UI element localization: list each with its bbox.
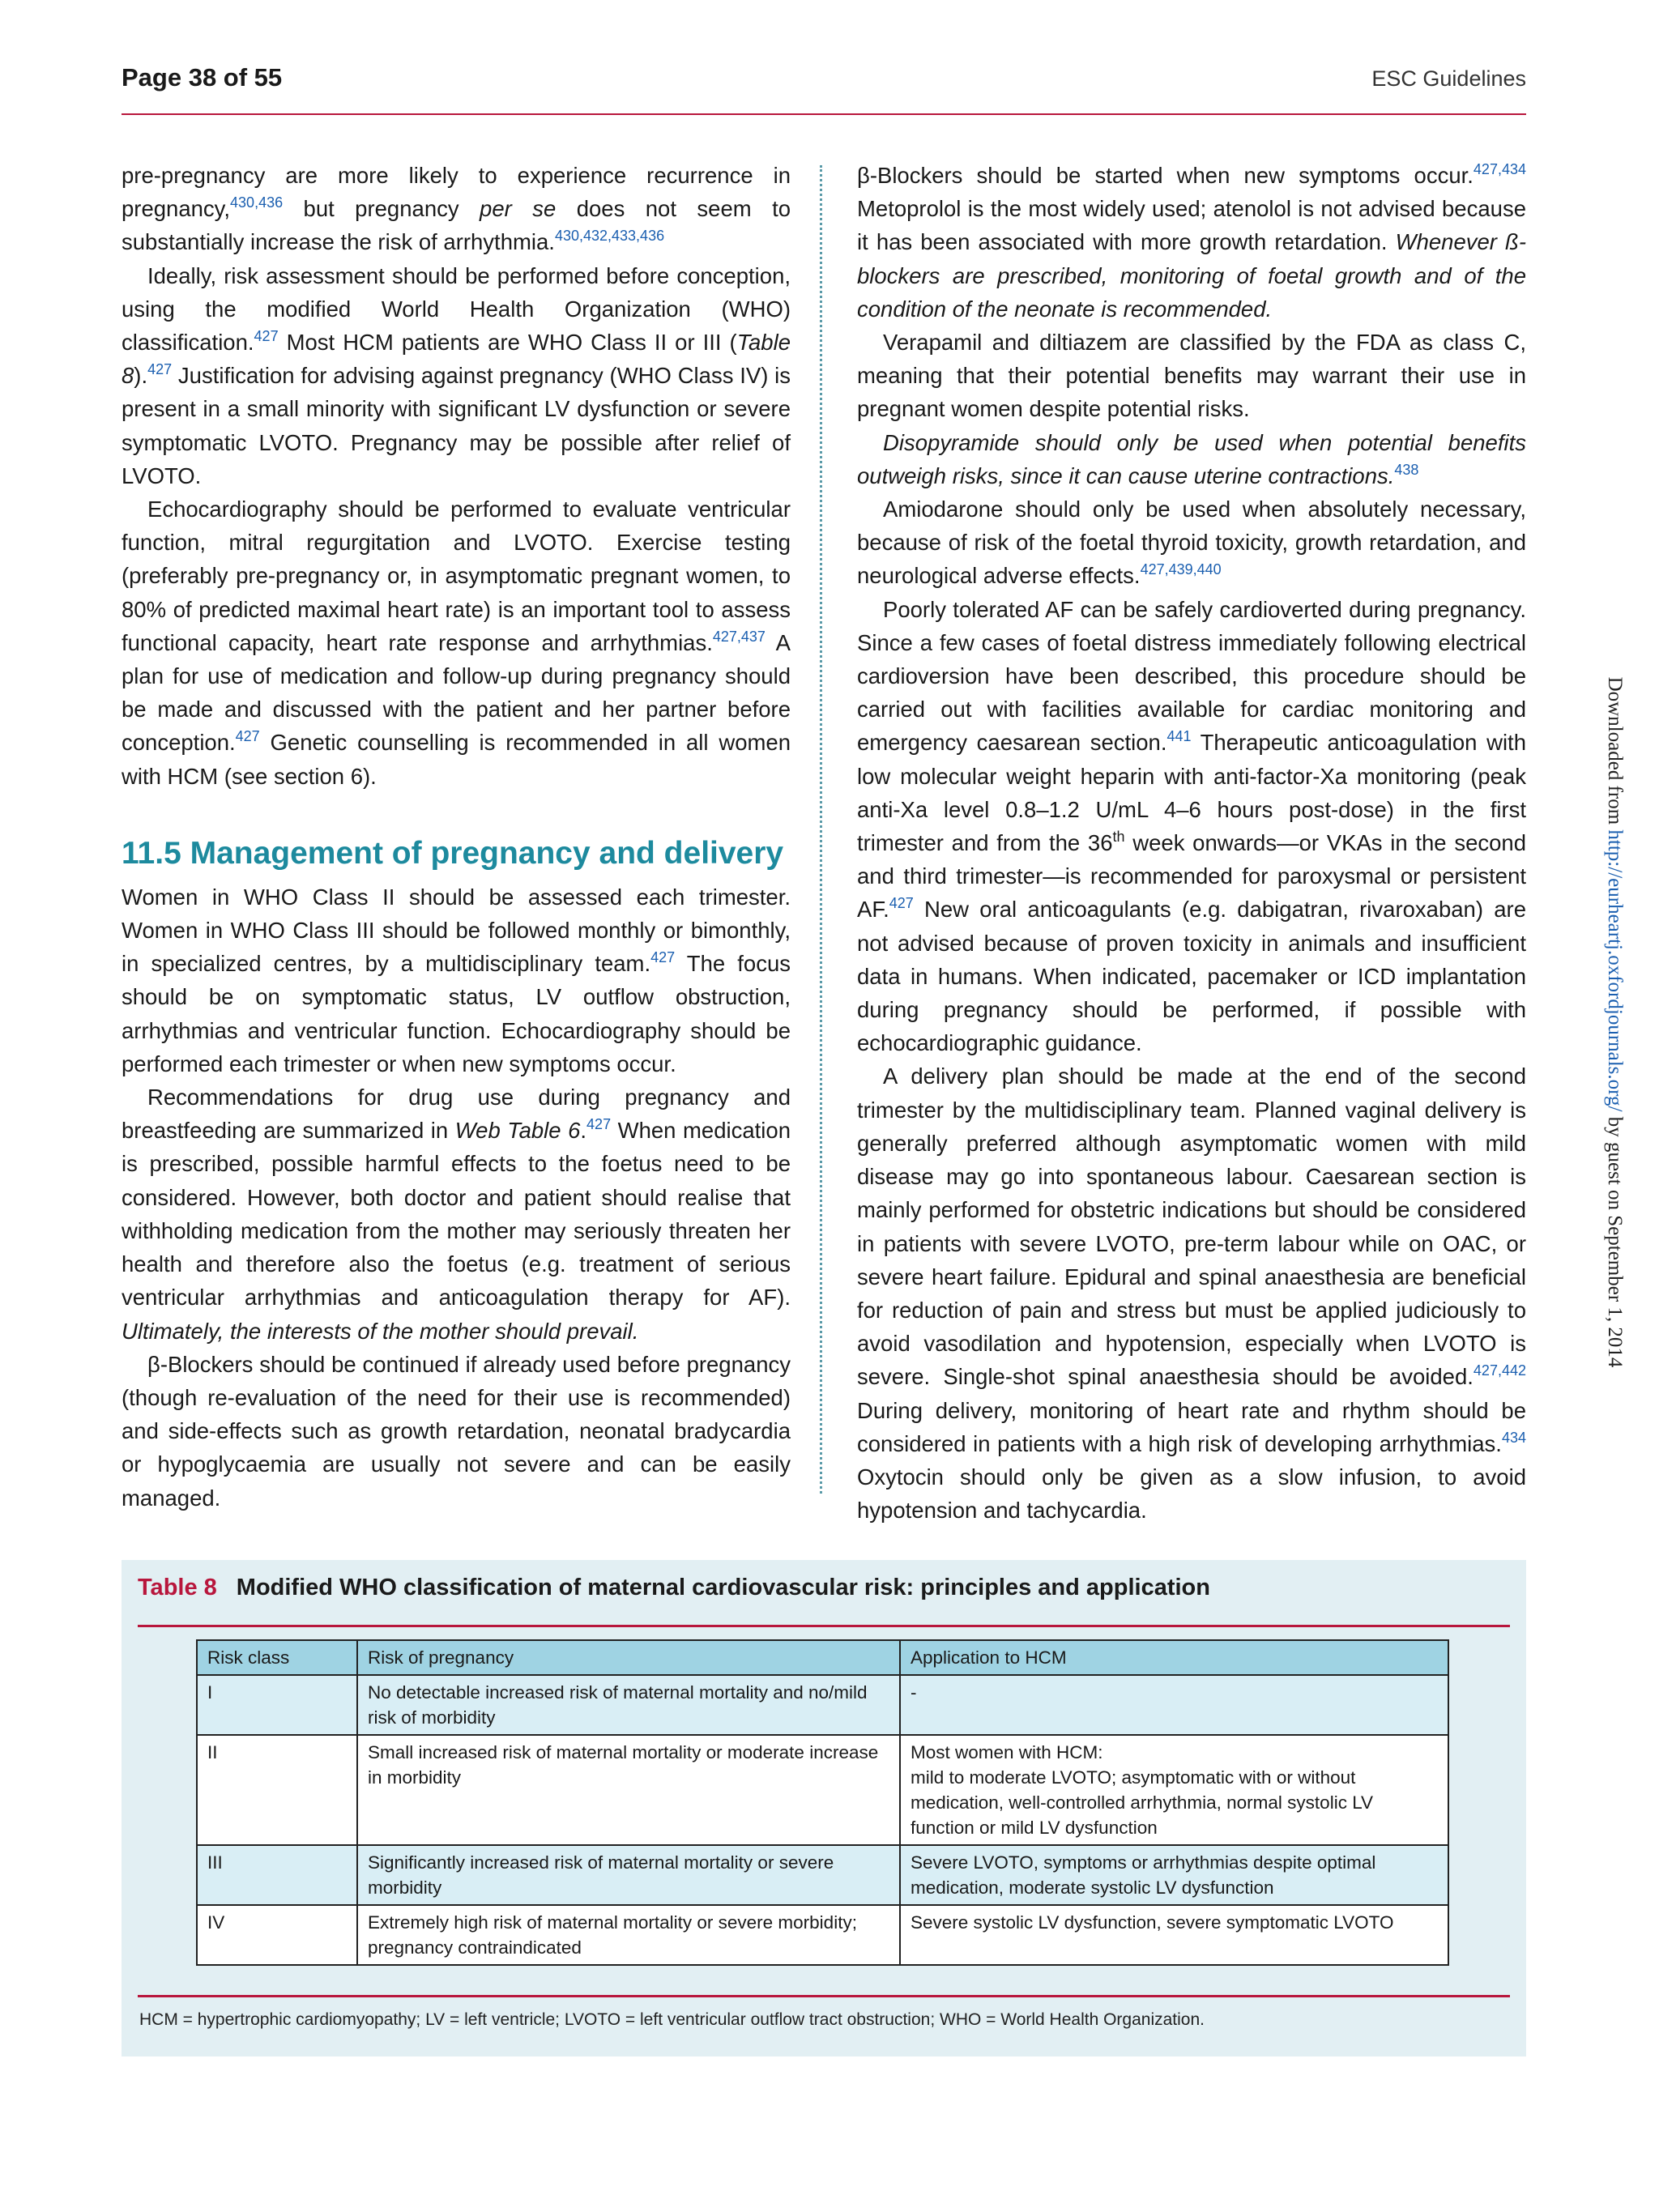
citation[interactable]: 427,439,440 — [1140, 561, 1222, 578]
cell-risk-class: III — [197, 1845, 357, 1905]
paragraph: Women in WHO Class II should be assessed each trimester. Women in WHO Class III should be followed monthly or bimonthly, in specialized centres, by a multidisciplinary team.$^{427}$ The focus should be on symptomatic status, LV outflow obstruction, arrhythmias and ventricular function. Echocardiography should be performed each trimester or when new symptoms occur. — [122, 884, 791, 1076]
cell-application: Most women with HCM: mild to moderate LVOTO; asymptomatic with or without medication, well-controlled arrhythmia, normal systolic LV function or mild LV dysfunction — [900, 1735, 1448, 1845]
cell-application: - — [900, 1675, 1448, 1735]
paragraph: β-Blockers should be started when new symptoms occur.$^{427,434}$ Metoprolol is the most widely used; atenolol is not advised because it has been associated with more growth retardation. Whenever ß-blockers are prescribed, monitoring of foetal growth and of the condition of the neonate is recommended. — [857, 161, 1526, 322]
cell-risk-class: II — [197, 1735, 357, 1845]
citation[interactable]: 434 — [1501, 1429, 1526, 1446]
section-heading: 11.5 Management of pregnancy and delivery — [122, 835, 784, 871]
table-row — [197, 1845, 1448, 1905]
paragraph: A delivery plan should be made at the end of the second trimester by the multidisciplinary team. Planned vaginal delivery is generally preferred although asymptomatic women with mild disease may go into spontaneous labour. Caesarean section is mainly performed for obstetric indications but should be considered in patients with severe LVOTO, pre-term labour while on OAC, or severe heart failure. Epidural and spinal anaesthesia are beneficial for reduction of pain and stress but must be applied judiciously to avoid vasodilation and hypotension, especially when LVOTO is severe. Single-shot spinal anaesthesia should be avoided.$^{427,442}$ During delivery, monitoring of heart rate and rhythm should be considered in patients with a high risk of developing arrhythmias.$^{434}$ Oxytocin should only be given as a slow infusion, to avoid hypotension and tachycardia. — [857, 1063, 1526, 1524]
left-column — [122, 159, 791, 1515]
table-header-row — [197, 1640, 1448, 1675]
citation[interactable]: 427,434 — [1473, 161, 1526, 178]
cell-risk: Extremely high risk of maternal mortality or severe morbidity; pregnancy contraindicated — [357, 1905, 900, 1965]
citation[interactable]: 427,437 — [712, 629, 766, 646]
column-header: Risk of pregnancy — [357, 1640, 900, 1675]
cell-risk-class: I — [197, 1675, 357, 1735]
paragraph: Poorly tolerated AF can be safely cardioverted during pregnancy. Since a few cases of foetal distress immediately following electrical cardioversion have been described, this procedure should be carried out with facilities available for cardiac monitoring and emergency caesarean section.$^{441}$ Therapeutic anticoagulation with low molecular weight heparin with anti-factor-Xa monitoring (peak anti-Xa level 0.8–1.2 U/mL 4–6 hours post-dose) in the first trimester and from the 36th week onwards—or VKAs in the second and third trimester—is recommended for paroxysmal or persistent AF.$^{427}$ New oral anticoagulants (e.g. dabigatran, rivaroxaban) are not advised because of proven toxicity in animals and insufficient data in humans. When indicated, pacemaker or ICD implantation during pregnancy should be performed, if possible with echocardiographic guidance. — [857, 596, 1526, 1056]
citation[interactable]: 430,432,433,436 — [554, 228, 665, 245]
column-divider — [820, 165, 822, 1494]
paragraph: Disopyramide should only be used when potential benefits outweigh risks, since it can cause uterine contractions.$^{438}$ — [857, 429, 1526, 488]
cell-risk: No detectable increased risk of maternal mortality and no/mild risk of morbidity — [357, 1675, 900, 1735]
paragraph: Verapamil and diltiazem are classified by the FDA as class C, meaning that their potential benefits may warrant their use in pregnant women despite potential risks. — [857, 330, 1526, 422]
table-rule — [138, 1625, 1510, 1627]
journal-name: ESC Guidelines — [1371, 66, 1526, 91]
table-title: Modified WHO classification of maternal cardiovascular risk: principles and application — [236, 1575, 1210, 1600]
column-header: Application to HCM — [900, 1640, 1448, 1675]
paragraph: β-Blockers should be continued if already used before pregnancy (though re-evaluation of the need for their use is recommended) and side-effects such as growth retardation, neonatal bradycardia or hypoglycaemia are usually not severe and can be easily managed. — [122, 1351, 791, 1511]
table-row — [197, 1735, 1448, 1845]
table-caption — [138, 1575, 1210, 1601]
citation[interactable]: 427 — [889, 895, 914, 912]
superscript: th — [1112, 829, 1125, 846]
paragraph: Recommendations for drug use during pregnancy and breastfeeding are summarized in Web Table 6.$^{427}$ When medication is prescribed, possible harmful effects to the foetus need to be considered. However, both doctor and patient should realise that withholding medication from the mother may seriously threaten her health and therefore also the foetus (e.g. treatment of serious ventricular arrhythmias and anticoagulation therapy for AF). Ultimately, the interests of the mother should prevail. — [122, 1085, 791, 1344]
header-rule — [122, 113, 1526, 115]
column-header: Risk class — [197, 1640, 357, 1675]
right-column — [857, 159, 1526, 1527]
citation[interactable]: 441 — [1166, 728, 1192, 745]
citation[interactable]: 430,436 — [230, 194, 284, 211]
citation[interactable]: 427 — [235, 728, 260, 745]
cell-risk: Significantly increased risk of maternal mortality or severe morbidity — [357, 1845, 900, 1905]
paragraph: Echocardiography should be performed to evaluate ventricular function, mitral regurgitation and LVOTO. Exercise testing (preferably pre-pregnancy or, in asymptomatic pregnant women, to 80% of predicted maximal heart rate) is an important tool to assess functional capacity, heart rate response and arrhythmias.$^{427,437}$ A plan for use of medication and follow-up during pregnancy should be made and discussed with the patient and her partner before conception.$^{427}$ Genetic counselling is recommended in all women with HCM (see section 6). — [122, 497, 791, 789]
table-row — [197, 1675, 1448, 1735]
risk-table — [196, 1639, 1449, 1966]
table-rule — [138, 1995, 1510, 1997]
table-label: Table 8 — [138, 1575, 217, 1600]
table-row — [197, 1905, 1448, 1965]
paragraph: Amiodarone should only be used when absolutely necessary, because of risk of the foetal thyroid toxicity, growth retardation, and neurological adverse effects.$^{427,439,440}$ — [857, 497, 1526, 589]
cell-risk: Small increased risk of maternal mortality or moderate increase in morbidity — [357, 1735, 900, 1845]
citation[interactable]: 438 — [1394, 462, 1419, 479]
cell-risk-class: IV — [197, 1905, 357, 1965]
citation[interactable]: 427 — [254, 328, 279, 345]
citation[interactable]: 427 — [650, 949, 676, 966]
paragraph: pre-pregnancy are more likely to experience recurrence in pregnancy,$^{430,436}$ but pregnancy per se does not seem to substantially increase the risk of arrhythmia.$^{430,432,433,436}$ — [122, 163, 791, 255]
download-link[interactable]: http://eurheartj.oxfordjournals.org/ — [1604, 829, 1626, 1112]
citation[interactable]: 427 — [147, 361, 173, 378]
cell-application: Severe systolic LV dysfunction, severe symptomatic LVOTO — [900, 1905, 1448, 1965]
page-header — [122, 63, 1526, 120]
table-footnote: HCM = hypertrophic cardiomyopathy; LV = left ventricle; LVOTO = left ventricular outflow tract obstruction; WHO = World Health Organization. — [139, 2010, 1205, 2029]
citation[interactable]: 427 — [586, 1116, 612, 1133]
citation[interactable]: 427,442 — [1473, 1362, 1526, 1379]
page-number: Page 38 of 55 — [122, 63, 283, 92]
paragraph: Ideally, risk assessment should be performed before conception, using the modified World Health Organization (WHO) classification.$^{427}$ Most HCM patients are WHO Class II or III (Table 8).$^{427}$ Justification for advising against pregnancy (WHO Class IV) is present in a small minority with significant LV dysfunction or severe symptomatic LVOTO. Pregnancy may be possible after relief of LVOTO. — [122, 262, 791, 488]
table-8 — [122, 1560, 1526, 2056]
cell-application: Severe LVOTO, symptoms or arrhythmias despite optimal medication, moderate systolic LV dysfunction — [900, 1845, 1448, 1905]
